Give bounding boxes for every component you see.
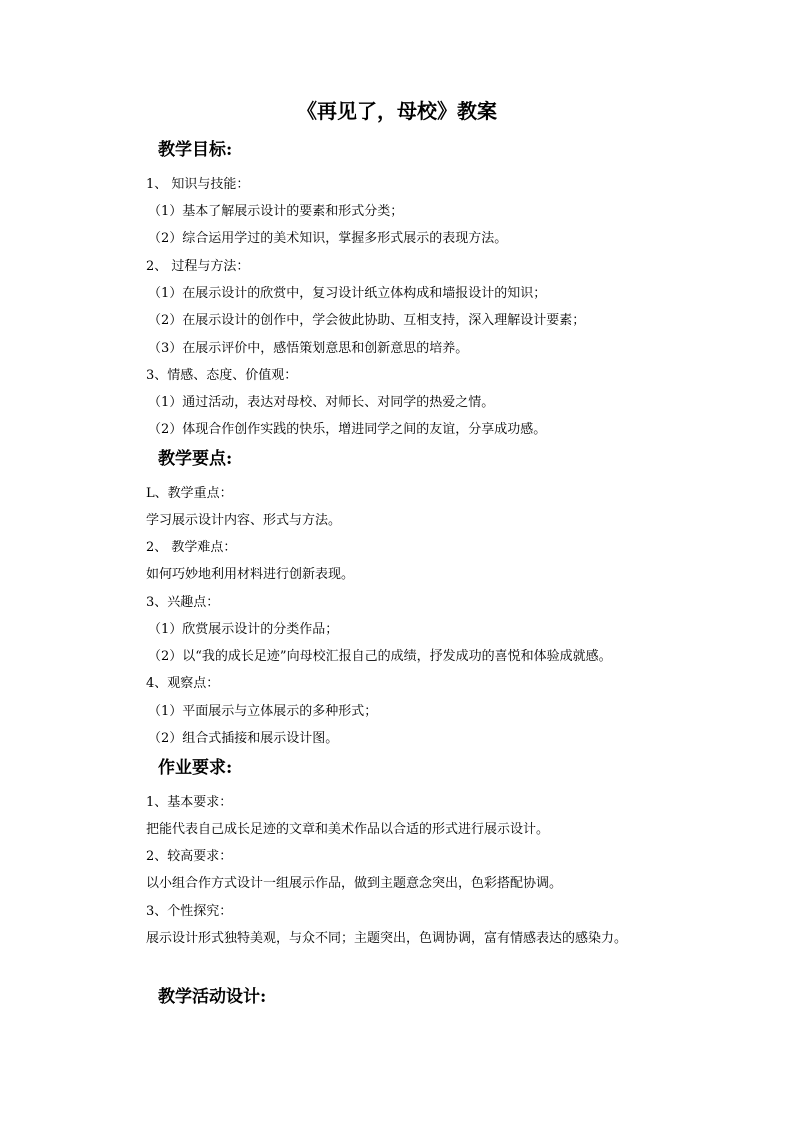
section-heading-key-points: 教学要点: xyxy=(158,449,233,469)
objectives-line: （3）在展示评价中，感悟策划意思和创新意思的培养。 xyxy=(148,341,469,356)
key-points-line: 4、观察点： xyxy=(146,676,220,691)
key-points-line: 如何巧妙地利用材料进行创新表现。 xyxy=(146,567,355,582)
key-points-line: （2）以“我的成长足迹”向母校汇报自己的成绩，抒发成功的喜悦和体验成就感。 xyxy=(148,649,612,664)
section-heading-activities: 教学活动设计: xyxy=(158,987,267,1007)
section-heading-objectives: 教学目标: xyxy=(158,140,233,160)
section-heading-homework: 作业要求: xyxy=(158,758,233,778)
homework-line: 1、基本要求： xyxy=(146,795,233,810)
key-points-line: L、教学重点： xyxy=(146,486,233,501)
objectives-line: （1）通过活动，表达对母校、对师长、对同学的热爱之情。 xyxy=(148,395,495,410)
homework-line: 展示设计形式独特美观，与众不同；主题突出，色调协调，富有情感表达的感染力。 xyxy=(146,931,628,946)
homework-line: 把能代表自己成长足迹的文章和美术作品以合适的形式进行展示设计。 xyxy=(146,822,550,837)
key-points-line: （1）欣赏展示设计的分类作品； xyxy=(148,622,339,637)
document-title: 《再见了，母校》教案 xyxy=(297,99,497,123)
objectives-line: （2）体现合作创作实践的快乐，增进同学之间的友谊，分享成功感。 xyxy=(148,422,547,437)
homework-line: 2、较高要求： xyxy=(146,849,233,864)
objectives-line: （2）综合运用学过的美术知识，掌握多形式展示的表现方法。 xyxy=(148,231,508,246)
key-points-line: （2）组合式插接和展示设计图。 xyxy=(148,731,339,746)
objectives-line: 1、 知识与技能： xyxy=(146,177,250,192)
key-points-line: 学习展示设计内容、形式与方法。 xyxy=(146,513,342,528)
homework-line: 3、个性探究： xyxy=(146,904,233,919)
key-points-line: （1）平面展示与立体展示的多种形式； xyxy=(148,704,378,719)
objectives-line: （1）基本了解展示设计的要素和形式分类； xyxy=(148,204,404,219)
key-points-line: 2、 教学难点： xyxy=(146,540,237,555)
key-points-line: 3、兴趣点： xyxy=(146,595,220,610)
objectives-line: （1）在展示设计的欣赏中，复习设计纸立体构成和墙报设计的知识； xyxy=(148,286,547,301)
objectives-line: （2）在展示设计的创作中，学会彼此协助、互相支持，深入理解设计要素； xyxy=(148,313,586,328)
objectives-line: 3、情感、态度、价值观： xyxy=(146,368,298,383)
objectives-line: 2、 过程与方法： xyxy=(146,259,250,274)
homework-line: 以小组合作方式设计一组展示作品，做到主题意念突出，色彩搭配协调。 xyxy=(146,876,563,891)
